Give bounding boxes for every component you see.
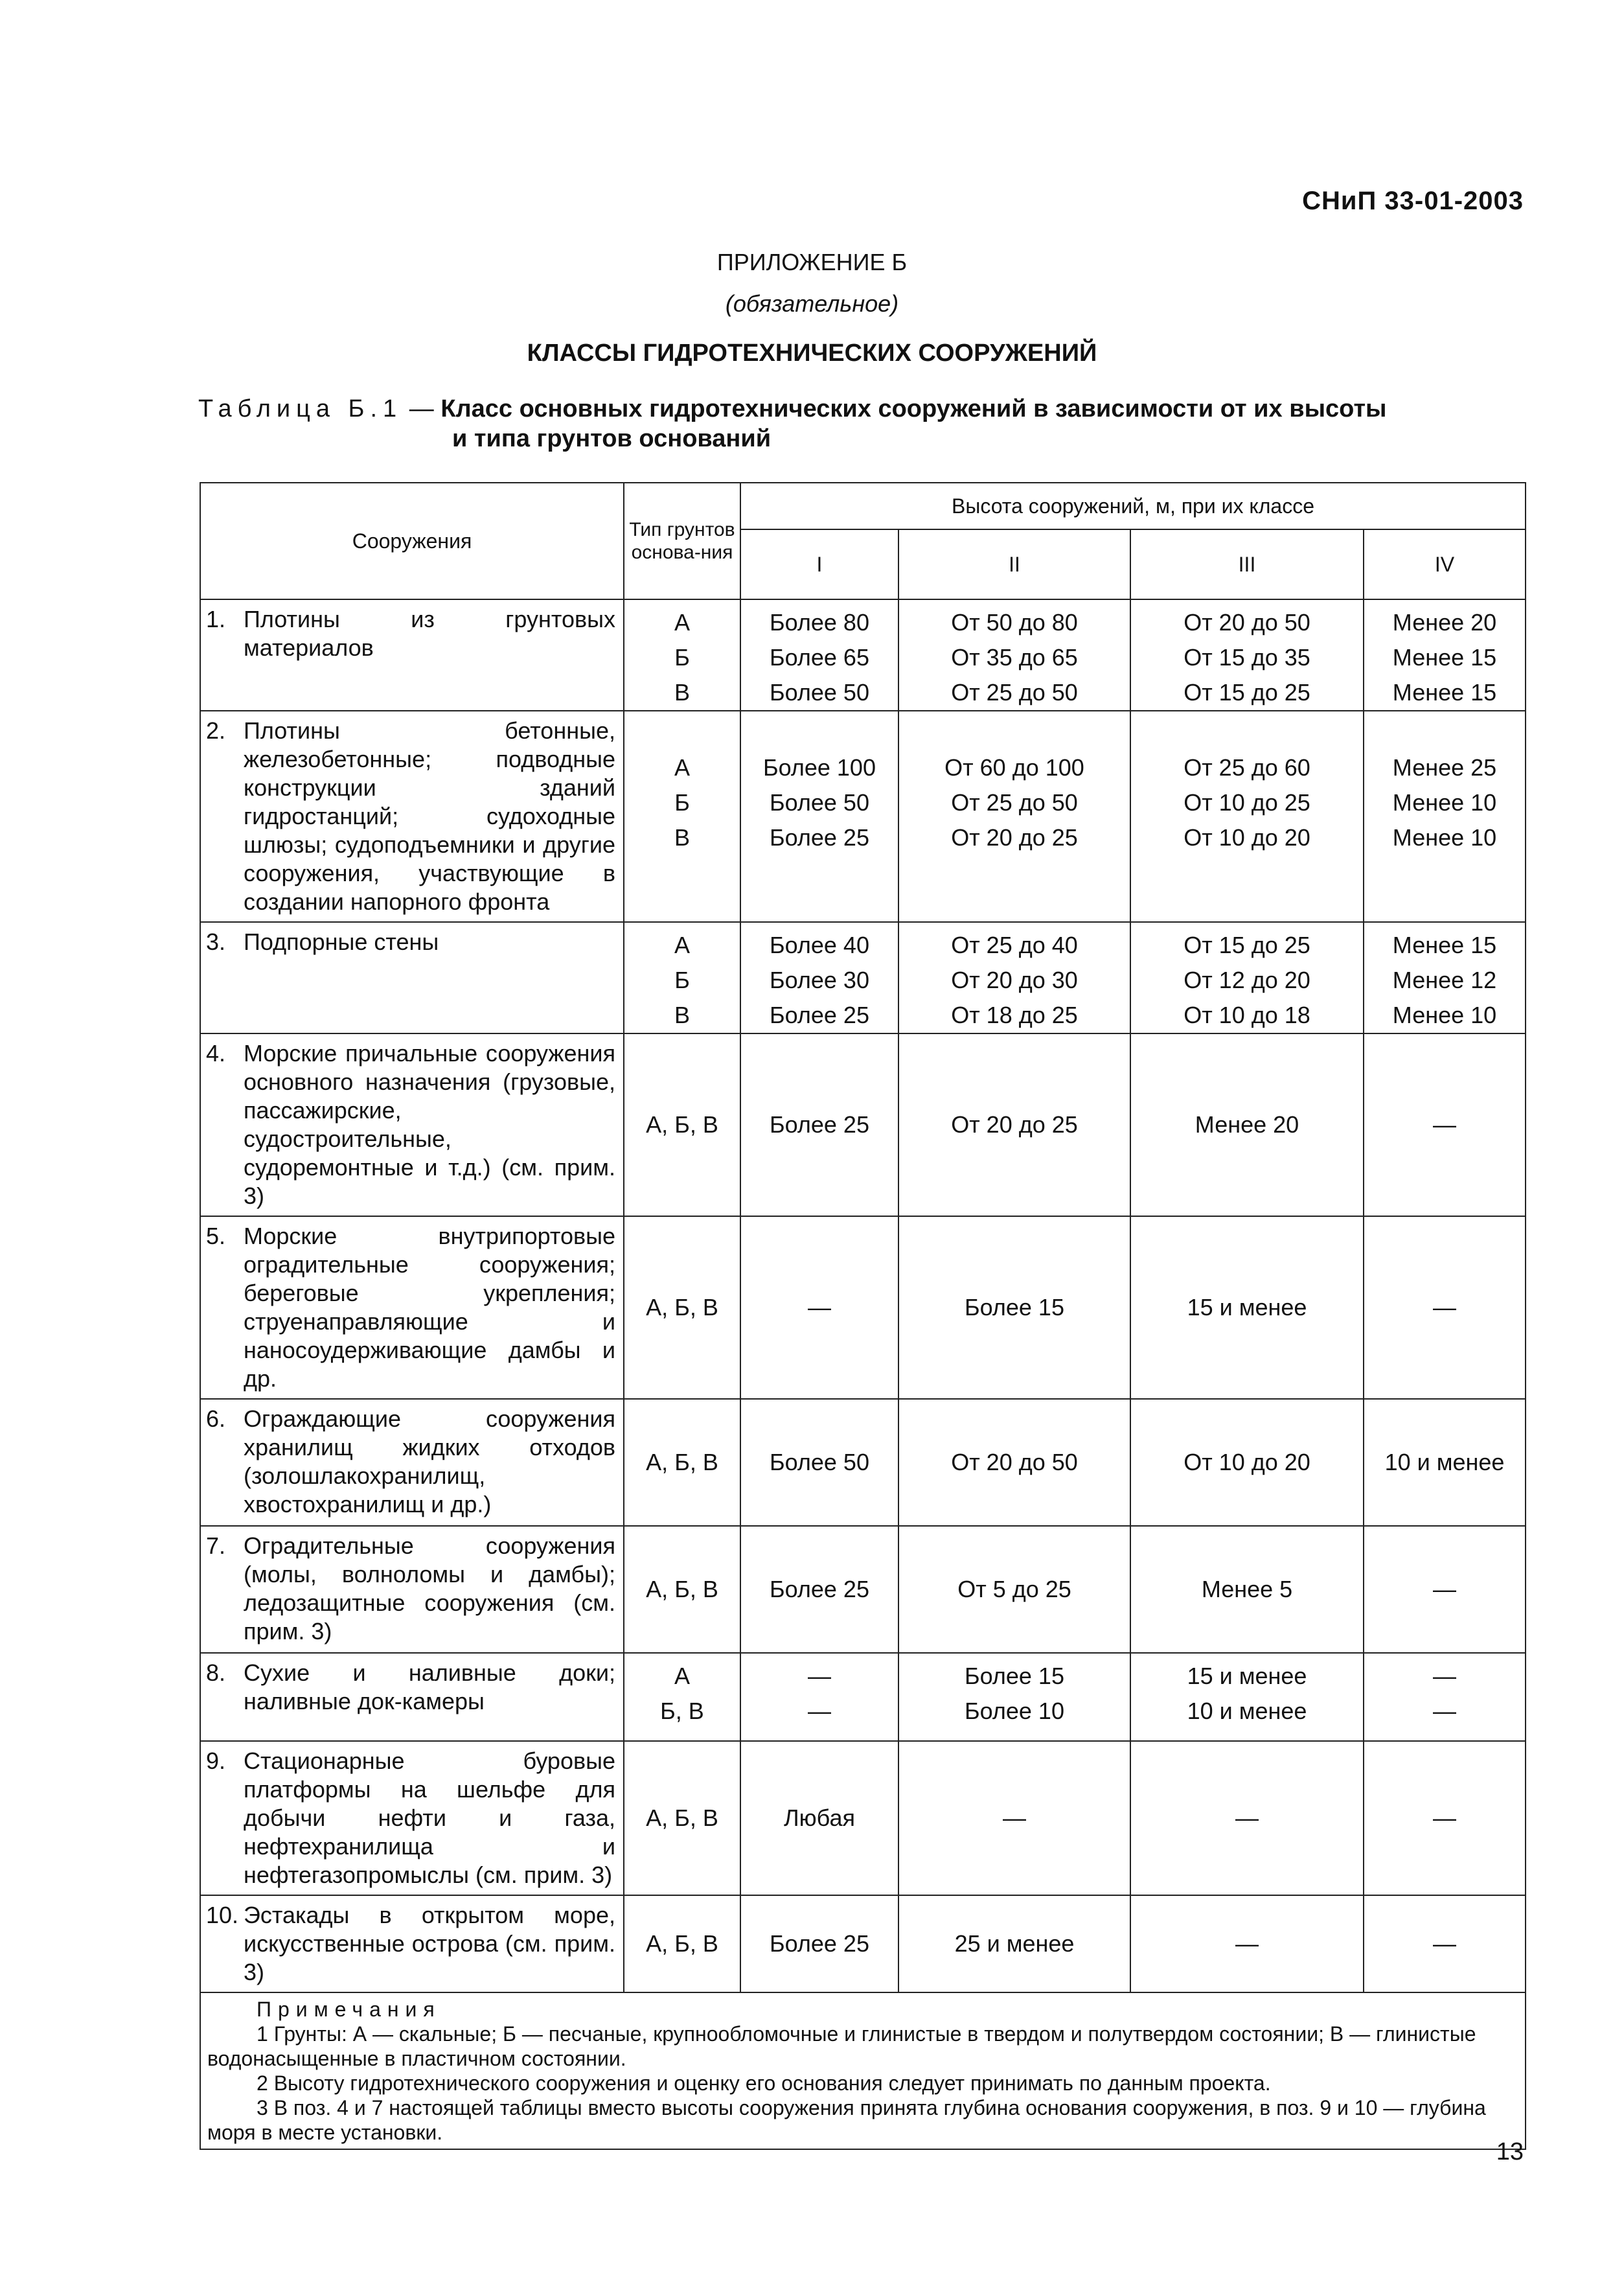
cell-value: Более 10 [965, 1698, 1064, 1724]
class-4-cell [1364, 922, 1526, 1033]
cell-value: 15 и менее [1187, 1663, 1307, 1689]
structure-name: Морские причальные сооружения основного назначения (грузовые, пассажирские, судостроительные, судоремонтные и т.д.) (см. прим. 3) [244, 1040, 615, 1209]
cell-value: От 10 до 18 [1184, 1002, 1310, 1028]
row-number: 1. [206, 606, 226, 632]
cell-value: А [674, 932, 690, 958]
table-row [200, 1895, 1526, 1992]
table-row [200, 922, 1526, 1033]
cell-value: В [674, 1002, 690, 1028]
class-3-cell: Менее 5 [1130, 1526, 1364, 1653]
appendix-status: (обязательное) [725, 290, 899, 317]
class-1-cell: Более 25 [740, 1033, 898, 1216]
cell-value: Более 25 [770, 1002, 869, 1028]
table-row [200, 1653, 1526, 1741]
class-1-cell: — [740, 1216, 898, 1399]
header-class-3: III [1130, 529, 1364, 599]
row-number: 10. [206, 1902, 239, 1928]
note-2: 2 Высоту гидротехнического сооружения и оценку его основания следует принимать по данным проекта. [257, 2071, 1271, 2095]
structure-cell [200, 922, 624, 1033]
class-2-cell: — [898, 1741, 1130, 1895]
cell-value: От 25 до 50 [951, 679, 1078, 706]
row-number: 5. [206, 1223, 226, 1249]
class-2-cell: От 20 до 50 [898, 1399, 1130, 1526]
table-row [200, 1741, 1526, 1895]
class-2-cell: 25 и менее [898, 1895, 1130, 1992]
class-1-cell [740, 922, 898, 1033]
cell-value: Менее 15 [1392, 679, 1497, 706]
structure-name: Плотины из грунтовых материалов [244, 606, 615, 661]
appendix-label: ПРИЛОЖЕНИЕ Б [716, 249, 908, 275]
table-row [200, 599, 1526, 711]
row-number: 4. [206, 1040, 226, 1067]
cell-value: Менее 12 [1392, 967, 1497, 993]
cell-value: Менее 15 [1392, 644, 1497, 671]
soil-type-cell: А, Б, В [624, 1526, 740, 1653]
cell-value: — [1433, 1698, 1456, 1724]
cell-value: Более 80 [770, 609, 869, 636]
cell-value: От 10 до 20 [1184, 824, 1310, 851]
header-structures: Сооружения [200, 483, 624, 599]
class-1-cell: Более 25 [740, 1526, 898, 1653]
structure-name: Сухие и наливные доки; наливные док-камеры [244, 1659, 615, 1714]
header-class-4: IV [1364, 529, 1526, 599]
class-3-cell [1130, 711, 1364, 922]
table-title-line2: и типа грунтов оснований [452, 425, 772, 452]
note-3: 3 В поз. 4 и 7 настоящей таблицы вместо высоты сооружения принята глубина основания сооружения, в поз. 9 и 10 — глубина моря в месте установки. [207, 2096, 1486, 2144]
cell-value: Б [674, 967, 690, 993]
classes-table [200, 482, 1526, 2150]
soil-type-cell: А, Б, В [624, 1895, 740, 1992]
soil-type-cell [624, 1653, 740, 1741]
structure-cell [200, 1526, 624, 1653]
cell-value: А [674, 1663, 690, 1689]
class-4-cell [1364, 1653, 1526, 1741]
class-4-cell: 10 и менее [1364, 1399, 1526, 1526]
cell-value: От 18 до 25 [951, 1002, 1078, 1028]
class-1-cell [740, 599, 898, 711]
structure-name: Стационарные буровые платформы на шельфе для добычи нефти и газа, нефтехранилища и нефтегазопромыслы (см. прим. 3) [244, 1748, 615, 1888]
soil-type-cell: А, Б, В [624, 1741, 740, 1895]
table-title-line1: Класс основных гидротехнических сооружений в зависимости от их высоты [440, 395, 1387, 422]
table-row [200, 1399, 1526, 1526]
soil-type-cell [624, 599, 740, 711]
document-code: СНиП 33-01-2003 [1302, 187, 1524, 215]
structure-cell [200, 1653, 624, 1741]
structure-name: Оградительные сооружения (молы, волноломы и дамбы); ледозащитные сооружения (см. прим. 3) [244, 1532, 615, 1644]
caption-dash: — [402, 395, 441, 422]
class-2-cell [898, 599, 1130, 711]
table-row [200, 1033, 1526, 1216]
cell-value: А [674, 754, 690, 781]
structure-cell [200, 711, 624, 922]
class-4-cell: — [1364, 1033, 1526, 1216]
structure-cell [200, 1741, 624, 1895]
class-2-cell [898, 922, 1130, 1033]
cell-value: 10 и менее [1187, 1698, 1307, 1724]
class-3-cell [1130, 599, 1364, 711]
table-caption [198, 394, 1524, 454]
table-row [200, 1526, 1526, 1653]
row-number: 3. [206, 929, 226, 955]
cell-value: Более 50 [770, 789, 869, 816]
cell-value: От 35 до 65 [951, 644, 1078, 671]
class-3-cell [1130, 1653, 1364, 1741]
header-class-2: II [898, 529, 1130, 599]
cell-value: От 10 до 25 [1184, 789, 1310, 816]
class-2-cell [898, 711, 1130, 922]
cell-value: От 20 до 25 [951, 824, 1078, 851]
class-3-cell [1130, 922, 1364, 1033]
cell-value: В [674, 824, 690, 851]
cell-value: От 25 до 60 [1184, 754, 1310, 781]
class-1-cell: Более 25 [740, 1895, 898, 1992]
class-3-cell: От 10 до 20 [1130, 1399, 1364, 1526]
cell-value: Более 100 [763, 754, 876, 781]
structure-cell [200, 1033, 624, 1216]
class-4-cell [1364, 711, 1526, 922]
cell-value: Менее 15 [1392, 932, 1497, 958]
class-3-cell: Менее 20 [1130, 1033, 1364, 1216]
class-2-cell: От 5 до 25 [898, 1526, 1130, 1653]
notes-heading: Примечания [257, 1998, 441, 2021]
cell-value: От 50 до 80 [951, 609, 1078, 636]
class-1-cell: Любая [740, 1741, 898, 1895]
cell-value: От 20 до 30 [951, 967, 1078, 993]
structure-name: Подпорные стены [244, 929, 439, 955]
cell-value: Менее 25 [1392, 754, 1497, 781]
cell-value: В [674, 679, 690, 706]
cell-value: От 15 до 35 [1184, 644, 1310, 671]
cell-value: — [1433, 1663, 1456, 1689]
structure-cell [200, 599, 624, 711]
cell-value: Более 25 [770, 824, 869, 851]
section-title: КЛАССЫ ГИДРОТЕХНИЧЕСКИХ СООРУЖЕНИЙ [527, 340, 1097, 367]
cell-value: От 20 до 50 [1184, 609, 1310, 636]
row-number: 8. [206, 1659, 226, 1686]
cell-value: От 60 до 100 [944, 754, 1084, 781]
cell-value: — [808, 1663, 831, 1689]
soil-type-cell: А, Б, В [624, 1033, 740, 1216]
class-4-cell [1364, 599, 1526, 711]
cell-value: Б [674, 644, 690, 671]
cell-value: Более 30 [770, 967, 869, 993]
table-row [200, 711, 1526, 922]
cell-value: От 25 до 40 [951, 932, 1078, 958]
table-notes [200, 1992, 1526, 2149]
cell-value: Б [674, 789, 690, 816]
cell-value: Более 50 [770, 679, 869, 706]
class-4-cell: — [1364, 1741, 1526, 1895]
cell-value: Менее 20 [1392, 609, 1497, 636]
cell-value: От 15 до 25 [1184, 932, 1310, 958]
soil-type-cell [624, 711, 740, 922]
class-3-cell: — [1130, 1895, 1364, 1992]
header-soil-type: Тип грунтов основа-ния [624, 483, 740, 599]
structure-cell [200, 1216, 624, 1399]
class-3-cell: 15 и менее [1130, 1216, 1364, 1399]
class-2-cell: От 20 до 25 [898, 1033, 1130, 1216]
row-number: 7. [206, 1532, 226, 1559]
class-4-cell: — [1364, 1526, 1526, 1653]
class-1-cell: Более 50 [740, 1399, 898, 1526]
soil-type-cell: А, Б, В [624, 1216, 740, 1399]
cell-value: Более 15 [965, 1663, 1064, 1689]
class-1-cell [740, 711, 898, 922]
cell-value: Менее 10 [1392, 1002, 1497, 1028]
header-height: Высота сооружений, м, при их классе [740, 483, 1526, 529]
structure-name: Ограждающие сооружения хранилищ жидких отходов (золошлакохранилищ, хвостохранилищ и др.) [244, 1405, 615, 1517]
table-label: Таблица Б.1 [198, 395, 403, 422]
structure-cell [200, 1895, 624, 1992]
class-4-cell: — [1364, 1895, 1526, 1992]
class-3-cell: — [1130, 1741, 1364, 1895]
note-1: 1 Грунты: А — скальные; Б — песчаные, крупнообломочные и глинистые в твердом и полутвердом состоянии; В — глинистые водонасыщенные в пластичном состоянии. [207, 2022, 1476, 2070]
class-4-cell: — [1364, 1216, 1526, 1399]
cell-value: — [808, 1698, 831, 1724]
cell-value: Более 65 [770, 644, 869, 671]
structure-cell [200, 1399, 624, 1526]
class-2-cell [898, 1653, 1130, 1741]
cell-value: От 15 до 25 [1184, 679, 1310, 706]
page-number: 13 [1496, 2138, 1524, 2165]
header-class-1: I [740, 529, 898, 599]
cell-value: Менее 10 [1392, 789, 1497, 816]
cell-value: Б, В [660, 1698, 704, 1724]
row-number: 6. [206, 1405, 226, 1432]
cell-value: А [674, 609, 690, 636]
soil-type-cell [624, 922, 740, 1033]
soil-type-cell: А, Б, В [624, 1399, 740, 1526]
structure-name: Плотины бетонные, железобетонные; подводные конструкции зданий гидростанций; судоходные шлюзы; судоподъемники и другие сооружения, участвующие в создании напорного фронта [244, 717, 615, 915]
cell-value: Более 40 [770, 932, 869, 958]
structure-name: Эстакады в открытом море, искусственные острова (см. прим. 3) [244, 1902, 615, 1985]
table-row [200, 1216, 1526, 1399]
class-1-cell [740, 1653, 898, 1741]
class-2-cell: Более 15 [898, 1216, 1130, 1399]
cell-value: От 25 до 50 [951, 789, 1078, 816]
cell-value: Менее 10 [1392, 824, 1497, 851]
cell-value: От 12 до 20 [1184, 967, 1310, 993]
row-number: 2. [206, 717, 226, 744]
row-number: 9. [206, 1748, 226, 1774]
structure-name: Морские внутрипортовые оградительные сооружения; береговые укрепления; струенаправляющие и наносоудерживающие дамбы и др. [244, 1223, 615, 1392]
